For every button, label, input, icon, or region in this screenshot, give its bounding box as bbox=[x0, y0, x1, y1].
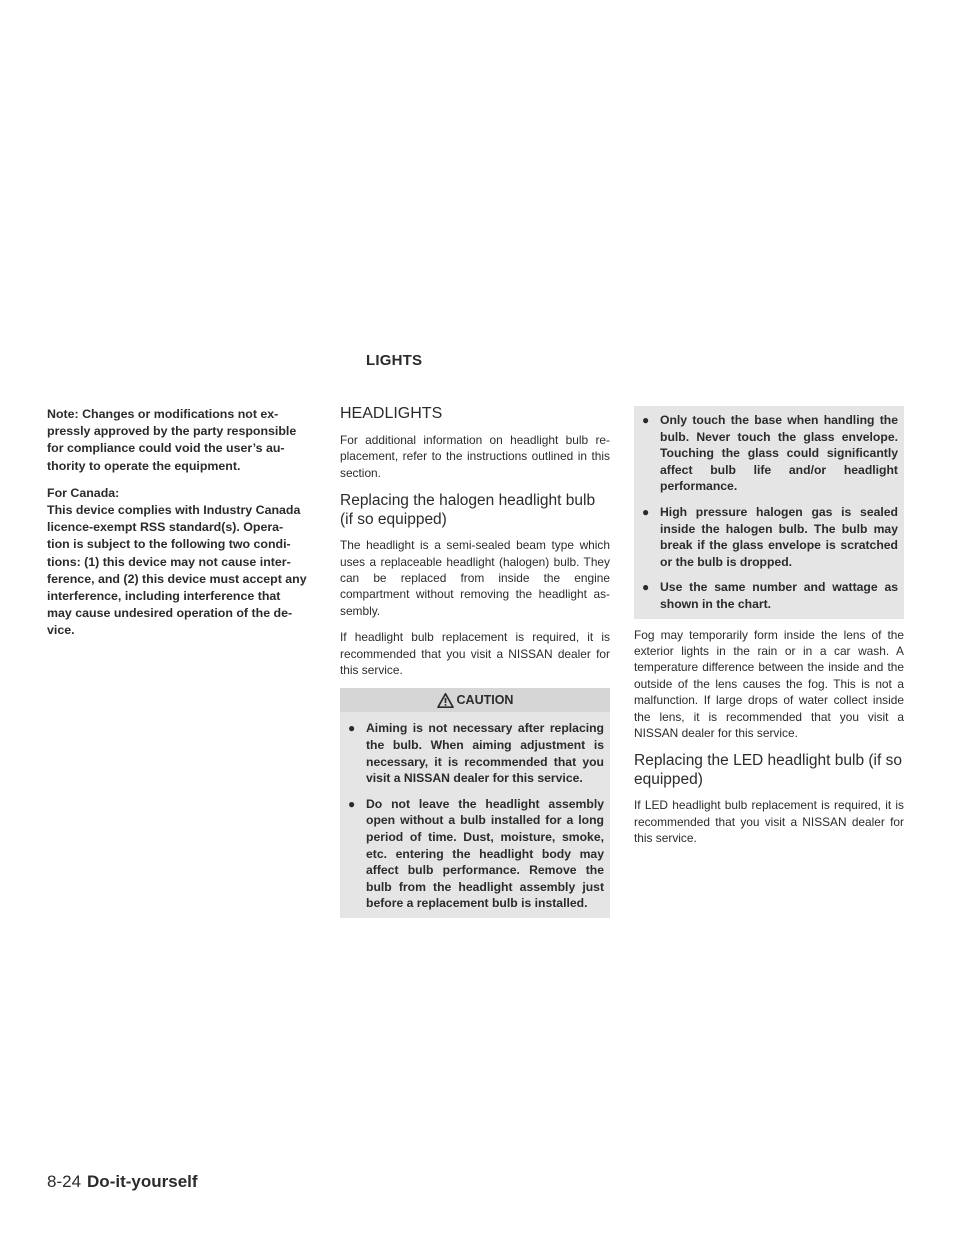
bullet-icon: ● bbox=[642, 504, 650, 519]
page-number: 8-24 bbox=[47, 1172, 82, 1191]
caution-item-text: High pressure halogen gas is sealed inside the halogen bulb. The bulb may break if the glass envelope is scratched or the bulb is dropped. bbox=[660, 504, 898, 569]
column-left bbox=[47, 406, 309, 650]
warning-triangle-icon bbox=[437, 693, 454, 708]
canada-line: For Canada: bbox=[47, 485, 120, 500]
note-line: thority to operate the equipment. bbox=[47, 458, 241, 473]
section-header: LIGHTS bbox=[366, 352, 423, 369]
caution-list-continued bbox=[640, 412, 898, 613]
canada-line: This device complies with Industry Canada bbox=[47, 503, 301, 518]
caution-item bbox=[346, 720, 604, 786]
canada-line: licence-exempt RSS standard(s). Opera- bbox=[47, 520, 284, 535]
intro-paragraph: For additional information on headlight bulb re-placement, refer to the instructions outlined in this section. bbox=[340, 433, 610, 480]
caution-header bbox=[340, 688, 610, 712]
halogen-paragraph: The headlight is a semi-sealed beam type which uses a replaceable headlight (halogen) bulb. They can be replaced from inside the engine compartment without removing the headlight as-sembly. bbox=[340, 538, 610, 618]
note-line: pressly approved by the party responsible bbox=[47, 424, 297, 439]
canada-note bbox=[47, 485, 309, 640]
fog-paragraph: Fog may temporarily form inside the lens of the exterior lights in the rain or in a car wash. A temperature difference between the inside and the outside of the lens causes the fog. This is not a malfunction. If large drops of water collect inside the lens, it is recommended that you visit a NISSAN dealer for this service. bbox=[634, 627, 904, 740]
caution-item-text: Aiming is not necessary after replacing the bulb. When aiming adjustment is necessary, it is recommended that you visit a NISSAN dealer for this service. bbox=[366, 721, 604, 786]
caution-item bbox=[640, 579, 898, 612]
caution-item-text: Do not leave the headlight assembly open without a bulb installed for a long period of time. Dust, moisture, smoke, etc. entering the headlight body may affect bulb performance. Remove the bulb from the headlight assembly just before a replacement bulb is installed. bbox=[366, 796, 604, 911]
caution-title: CAUTION bbox=[456, 693, 514, 708]
caution-item bbox=[640, 504, 898, 570]
caution-box-continued bbox=[634, 406, 904, 619]
led-paragraph: If LED headlight bulb replacement is required, it is recommended that you visit a NISSAN dealer for this service. bbox=[634, 798, 904, 846]
bullet-icon: ● bbox=[642, 580, 650, 595]
canada-line: may cause undesired operation of the de- bbox=[47, 606, 293, 621]
canada-line: interference, including interference that bbox=[47, 589, 281, 604]
dealer-paragraph: If headlight bulb replacement is required, it is recommended that you visit a NISSAN dealer for this service. bbox=[340, 630, 610, 678]
canada-line: vice. bbox=[47, 623, 75, 638]
note-line: Note: Changes or modifications not ex- bbox=[47, 407, 279, 421]
caution-item-text: Use the same number and wattage as shown in the chart. bbox=[660, 580, 898, 611]
fcc-note bbox=[47, 406, 309, 475]
note-line: for compliance could void the user’s au- bbox=[47, 441, 285, 456]
halogen-subheading: Replacing the halogen headlight bulb (if so equipped) bbox=[340, 492, 596, 529]
canada-line: ference, and (2) this device must accept any bbox=[47, 571, 307, 586]
chapter-title: Do-it-yourself bbox=[87, 1172, 198, 1191]
caution-item bbox=[640, 412, 898, 495]
bullet-icon: ● bbox=[348, 796, 356, 811]
caution-box bbox=[340, 688, 610, 918]
page-footer bbox=[47, 1172, 198, 1192]
canada-line: tion is subject to the following two condi- bbox=[47, 537, 291, 552]
caution-item bbox=[346, 796, 604, 912]
headlights-heading: HEADLIGHTS bbox=[340, 405, 443, 422]
led-subheading: Replacing the LED headlight bulb (if so equipped) bbox=[634, 752, 902, 789]
column-right bbox=[634, 406, 904, 857]
column-middle bbox=[340, 404, 610, 918]
caution-item-text: Only touch the base when handling the bulb. Never touch the glass envelope. Touching the glass could significantly affect bulb life and/or headlight performance. bbox=[660, 413, 898, 494]
bullet-icon: ● bbox=[642, 413, 650, 427]
caution-list bbox=[346, 720, 604, 912]
bullet-icon: ● bbox=[348, 721, 356, 736]
canada-line: tions: (1) this device may not cause inter- bbox=[47, 554, 291, 569]
